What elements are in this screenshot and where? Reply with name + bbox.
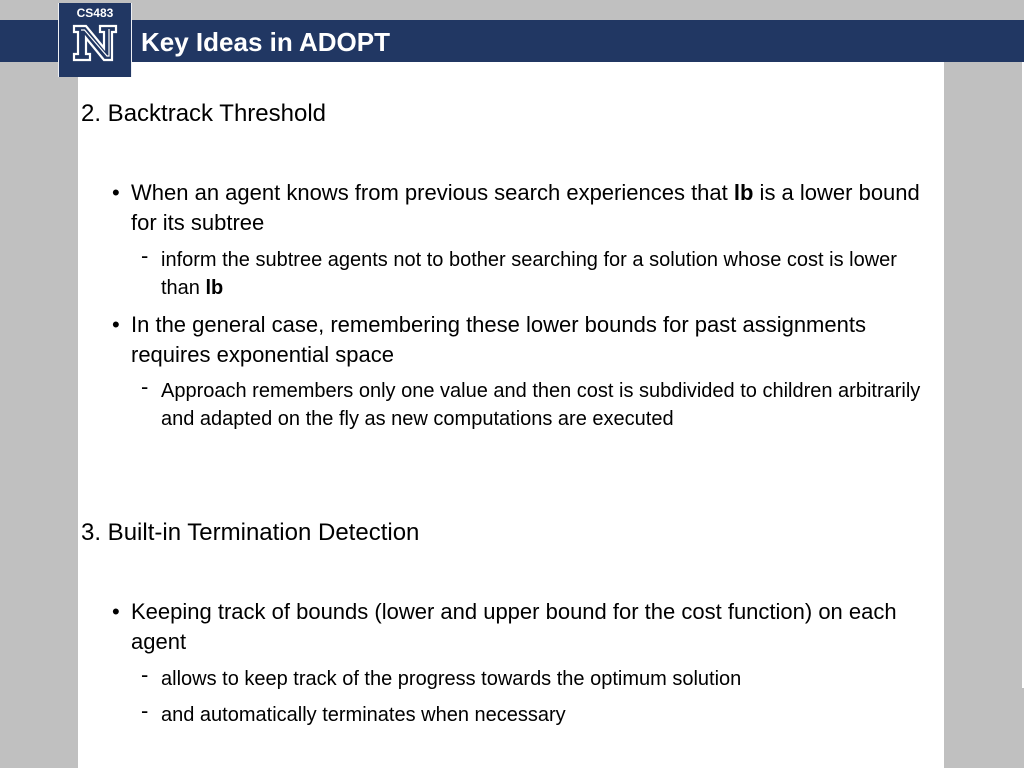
- sub-bullet-text: and automatically terminates when necessary: [161, 704, 566, 726]
- sub-bullet-text: Approach remembers only one value and then cost is subdivided to children arbitrarily and adapted on the fly as new computations are executed: [161, 380, 921, 430]
- dash-icon: -: [141, 374, 149, 399]
- bullet-text: When an agent knows from previous search experiences that lb is a lower bound for its subtree: [131, 180, 920, 235]
- bullet-exponential-space: [112, 310, 937, 370]
- sub-bullet-text: inform the subtree agents not to bother searching for a solution whose cost is lower than lb: [161, 249, 897, 299]
- dash-icon: -: [141, 698, 149, 723]
- bullet-icon: •: [112, 180, 120, 205]
- sub-bullet-inform-subtree: [141, 243, 931, 302]
- sub-bullet-terminates: [141, 698, 931, 729]
- bullet-icon: •: [112, 312, 120, 337]
- course-code: CS483: [76, 6, 114, 20]
- dash-icon: -: [141, 662, 149, 687]
- bold-term: lb: [733, 180, 754, 205]
- bullet-text: Keeping track of bounds (lower and upper bound for the cost function) on each agent: [131, 599, 897, 654]
- section-heading-termination: 3. Built-in Termination Detection: [81, 519, 420, 546]
- bullet-text: In the general case, remembering these lower bounds for past assignments requires exponential space: [131, 312, 866, 367]
- bullet-tracking-bounds: [112, 597, 937, 657]
- sub-bullet-approach: [141, 374, 931, 433]
- sub-bullet-text: allows to keep track of the progress towards the optimum solution: [161, 668, 742, 690]
- sub-bullet-progress: [141, 662, 931, 693]
- slide-title: Key Ideas in ADOPT: [141, 27, 390, 57]
- bold-term: lb: [205, 277, 224, 299]
- bullet-icon: •: [112, 599, 120, 624]
- bullet-lower-bound: [112, 178, 937, 238]
- section-heading-backtrack: 2. Backtrack Threshold: [81, 100, 327, 127]
- dash-icon: -: [141, 243, 149, 268]
